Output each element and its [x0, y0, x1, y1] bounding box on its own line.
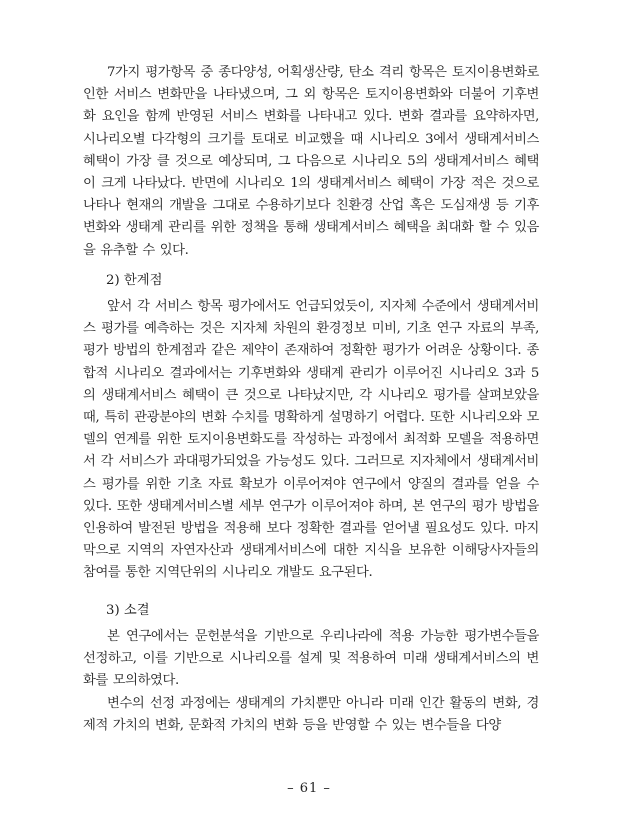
summary-paragraph-2: 변수의 선정 과정에는 생태계의 가치뿐만 아니라 미래 인간 활동의 변화, 경제적 가치의 변화, 문화적 가치의 변화 등을 반영할 수 있는 변수들을 다양 — [83, 696, 539, 734]
page-number: – 61 – — [287, 781, 331, 796]
section-heading-summary: 3) 소결 — [106, 603, 150, 618]
limitations-paragraph: 앞서 각 서비스 항목 평가에서도 언급되었듯이, 지자체 수준에서 생태계서비스 평가를 예측하는 것은 지자체 차원의 환경정보 미비, 기초 연구 자료의 부족, 평가 방법의 한계점과 같은 제약이 존재하여 정확한 평가가 어려운 상황이다. 종합적 시나리오 결과에서는 기후변화와 생태계 관리가 이루어진 시나리오 3과 5의 생태계서비스 혜택이 큰 것으로 나타났지만, 각 시나리오 평가를 살펴보았을 때, 특히 관광분야의 변화 수치를 명확하게 설명하기 어렵다. 또한 시나리오와 모델의 연계를 위한 토지이용변화도를 작성하는 과정에서 최적화 모델을 적용하면서 각 서비스가 과대평가되었을 가능성도 있다. 그러므로 지자체에서 생태계서비스 평가를 위한 기초 자료 확보가 이루어져야 연구에서 양질의 결과를 얻을 수 있다. 또한 생태계서비스별 세부 연구가 이루어져야 하며, 본 연구의 평가 방법을 인용하여 발전된 방법을 적용해 보다 정확한 결과를 얻어낼 필요성도 있다. 마지막으로 지역의 자연자산과 생태계서비스에 대한 지식을 보유한 이해당사자들의 참여를 통한 지역단위의 시나리오 개발도 요구된다. — [83, 299, 539, 581]
summary-paragraph-1: 본 연구에서는 문헌분석을 기반으로 우리나라에 적용 가능한 평가변수들을 선정하고, 이를 기반으로 시나리오를 설계 및 적용하여 미래 생태계서비스의 변화를 모의하였다. — [83, 629, 539, 689]
results-summary-paragraph: 7가지 평가항목 중 종다양성, 어획생산량, 탄소 격리 항목은 토지이용변화로 인한 서비스 변화만을 나타냈으며, 그 외 항목은 토지이용변화와 더불어 기후변화 요인을 함께 반영된 서비스 변화를 나타내고 있다. 변화 결과를 요약하자면, 시나리오별 다각형의 크기를 토대로 비교했을 때 시나리오 3에서 생태계서비스 혜택이 가장 클 것으로 예상되며, 그 다음으로 시나리오 5의 생태계서비스 혜택이 크게 나타났다. 반면에 시나리오 1의 생태계서비스 혜택이 가장 적은 것으로 나타나 현재의 개발을 그대로 수용하기보다 친환경 산업 혹은 도심재생 등 기후변화와 생태계 관리를 위한 정책을 통해 생태계서비스 혜택을 최대화 할 수 있음을 유추할 수 있다. — [83, 65, 539, 258]
section-heading-limitations: 2) 한계점 — [106, 273, 163, 288]
